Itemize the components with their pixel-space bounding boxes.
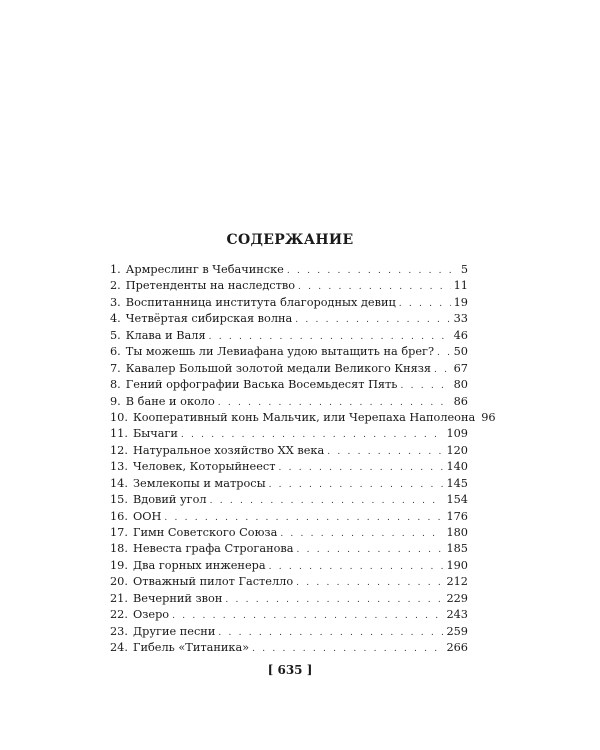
toc-entry-page: 46: [453, 328, 468, 342]
toc-entry-number: 14.: [110, 476, 128, 490]
toc-entry-title: Ты можешь ли Левиафана удою вытащить на брег?: [125, 345, 435, 359]
toc-entry-title: Человек, Которыйнеест: [132, 460, 276, 474]
toc-entry-number: 24.: [110, 641, 128, 655]
toc-entry-title: Другие песни: [132, 624, 216, 638]
toc-entry-title: Невеста графа Строганова: [132, 542, 294, 556]
toc-entry: [110, 311, 468, 327]
toc-leader-dots: [164, 510, 443, 526]
toc-entry: [110, 410, 496, 426]
toc-entry: [110, 574, 468, 590]
toc-entry-page: 50: [453, 345, 468, 359]
toc-entry-title: Бычаги: [132, 427, 178, 441]
toc-leader-dots: [287, 263, 458, 279]
toc-entry: [110, 394, 468, 410]
toc-entry-title: В бане и около: [125, 394, 215, 408]
toc-entry: [110, 361, 468, 377]
toc-leader-dots: [278, 460, 443, 476]
toc-entry-title: Воспитанница института благородных девиц: [125, 295, 396, 309]
toc-entry-title: Гибель «Титаника»: [132, 641, 250, 655]
toc-entry-title: Претенденты на наследство: [125, 279, 296, 293]
toc-entry-number: 16.: [110, 509, 128, 523]
toc-entry-number: 7.: [110, 361, 121, 375]
toc-entry: [110, 525, 468, 541]
toc-entry: [110, 426, 468, 442]
page-number: [ 635 ]: [267, 663, 313, 677]
toc-entry-number: 5.: [110, 328, 121, 342]
toc-entry-number: 4.: [110, 312, 121, 326]
toc-leader-dots: [172, 608, 443, 624]
toc-entry-page: 67: [453, 361, 468, 375]
toc-entry-page: 243: [446, 608, 468, 622]
toc-leader-dots: [210, 493, 444, 509]
toc-entry-number: 3.: [110, 295, 121, 309]
toc-entry-title: Землекопы и матросы: [132, 476, 266, 490]
toc-entry-page: 185: [446, 542, 468, 556]
toc-entry-page: 11: [453, 279, 468, 293]
toc-entry-page: 80: [453, 378, 468, 392]
toc-entry-title: Клава и Валя: [125, 328, 206, 342]
toc-entry-title: Четвёртая сибирская волна: [125, 312, 293, 326]
toc-entry-number: 1.: [110, 263, 121, 276]
toc-leader-dots: [437, 345, 451, 361]
toc-entry-page: 109: [446, 427, 468, 441]
toc-entry-page: 266: [446, 641, 468, 655]
toc-entry-number: 18.: [110, 542, 128, 556]
toc-entry-number: 2.: [110, 279, 121, 293]
toc-entry: [110, 607, 468, 623]
toc-entry: [110, 377, 468, 393]
toc-entry: [110, 492, 468, 508]
toc-entry-number: 17.: [110, 526, 128, 539]
toc-list: [110, 262, 496, 657]
toc-leader-dots: [399, 296, 451, 312]
toc-entry: [110, 624, 468, 640]
toc-entry-page: 229: [446, 591, 468, 605]
toc-entry-page: 259: [446, 624, 468, 638]
toc-entry: [110, 328, 468, 344]
toc-entry-title: Озеро: [132, 608, 170, 622]
toc-entry-title: Кооперативный конь Мальчик, или Черепаха Наполеона: [132, 410, 476, 424]
toc-entry-number: 8.: [110, 378, 121, 392]
toc-leader-dots: [298, 279, 451, 295]
toc-leader-dots: [327, 444, 443, 460]
toc-entry-number: 20.: [110, 575, 128, 589]
toc-entry: [110, 476, 468, 492]
toc-entry-page: 33: [453, 312, 468, 326]
toc-leader-dots: [434, 362, 451, 378]
toc-entry-number: 13.: [110, 460, 128, 474]
toc-entry-page: 154: [446, 493, 468, 507]
toc-leader-dots: [181, 427, 444, 443]
toc-entry-page: 180: [446, 526, 468, 539]
toc-entry-page: 140: [446, 460, 468, 474]
toc-entry-number: 22.: [110, 608, 128, 622]
toc-entry-number: 11.: [110, 427, 128, 441]
toc-leader-dots: [209, 329, 451, 345]
toc-entry-page: 176: [446, 509, 468, 523]
toc-entry: [110, 509, 468, 525]
toc-leader-dots: [218, 395, 451, 411]
toc-entry-title: ООН: [132, 509, 162, 523]
toc-leader-dots: [225, 592, 443, 608]
toc-leader-dots: [252, 641, 443, 657]
toc-entry-title: Вечерний звон: [132, 591, 223, 605]
toc-entry-title: Отважный пилот Гастелло: [132, 575, 294, 589]
toc-leader-dots: [269, 559, 444, 575]
toc-leader-dots: [218, 625, 443, 641]
toc-entry-page: 145: [446, 476, 468, 490]
toc-entry-title: Армреслинг в Чебачинске: [125, 263, 284, 276]
toc-entry-page: 190: [446, 558, 468, 572]
toc-entry-title: Вдовий угол: [132, 493, 207, 507]
toc-entry-title: Гимн Советского Союза: [132, 526, 278, 539]
toc-entry-number: 12.: [110, 443, 128, 457]
toc-entry-number: 19.: [110, 558, 128, 572]
toc-entry: [110, 541, 468, 557]
toc-entry: [110, 262, 468, 278]
toc-title: СОДЕРЖАНИЕ: [226, 232, 354, 248]
toc-entry-number: 15.: [110, 493, 128, 507]
toc-entry-page: 5: [460, 263, 468, 276]
toc-entry-page: 96: [481, 410, 496, 424]
toc-leader-dots: [280, 526, 443, 542]
toc-entry-page: 212: [446, 575, 468, 589]
toc-entry: [110, 558, 468, 574]
toc-entry-title: Гений орфографии Васька Восемьдесят Пять: [125, 378, 398, 392]
toc-entry: [110, 640, 468, 656]
toc-leader-dots: [296, 575, 443, 591]
toc-entry-number: 23.: [110, 624, 128, 638]
toc-entry: [110, 591, 468, 607]
toc-entry: [110, 295, 468, 311]
toc-entry: [110, 278, 468, 294]
toc-entry-title: Два горных инженера: [132, 558, 266, 572]
toc-leader-dots: [269, 477, 444, 493]
toc-entry-number: 10.: [110, 410, 128, 424]
toc-entry-page: 120: [446, 443, 468, 457]
toc-entry-number: 6.: [110, 345, 121, 359]
toc-leader-dots: [295, 312, 450, 328]
toc-entry-number: 21.: [110, 591, 128, 605]
toc-entry-title: Натуральное хозяйство XX века: [132, 443, 325, 457]
toc-entry-number: 9.: [110, 394, 121, 408]
toc-entry: [110, 443, 468, 459]
toc-leader-dots: [400, 378, 450, 394]
toc-entry: [110, 344, 468, 360]
toc-leader-dots: [297, 542, 444, 558]
toc-entry: [110, 459, 468, 475]
toc-entry-page: 19: [453, 295, 468, 309]
toc-entry-page: 86: [453, 394, 468, 408]
toc-entry-title: Кавалер Большой золотой медали Великого Князя: [125, 361, 432, 375]
